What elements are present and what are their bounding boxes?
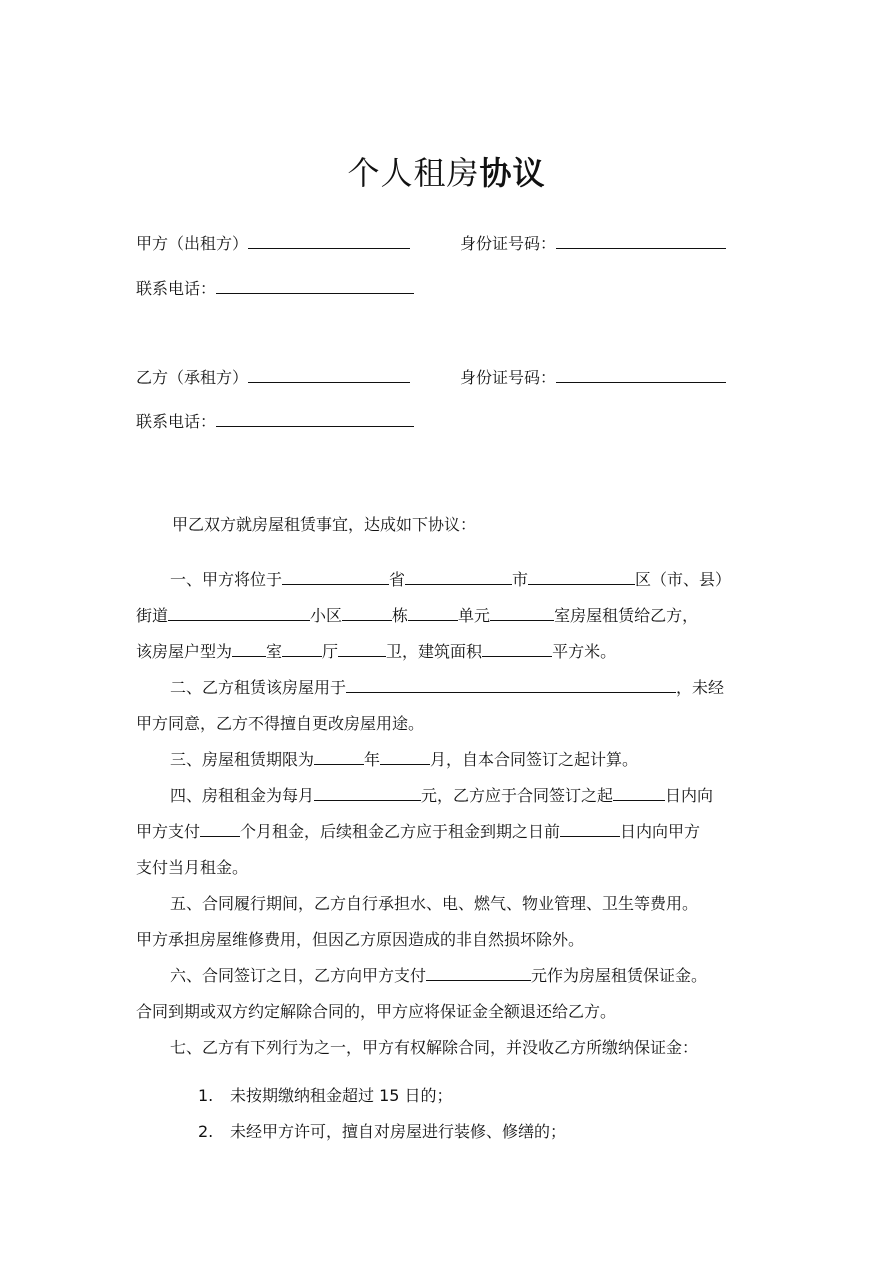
- lease-months-blank[interactable]: [380, 747, 430, 765]
- title-normal-part: 个人租房: [347, 154, 480, 192]
- clause1-text-5: 街道: [136, 606, 169, 625]
- monthly-rent-blank[interactable]: [314, 783, 421, 801]
- clause6-text-2: 元作为房屋租赁保证金。: [531, 966, 708, 985]
- party-b-phone-blank[interactable]: [216, 409, 414, 427]
- province-blank[interactable]: [282, 567, 389, 585]
- subsequent-days-blank[interactable]: [560, 819, 620, 837]
- clause3-text-1: 三、房屋租赁期限为: [170, 750, 315, 769]
- clause1-text-9: 室房屋租赁给乙方，: [554, 606, 699, 625]
- clause3-text-2: 年: [364, 750, 381, 769]
- city-blank[interactable]: [405, 567, 512, 585]
- clause6-text-1: 六、合同签订之日，乙方向甲方支付: [170, 966, 427, 985]
- clause-4: [136, 778, 758, 886]
- clause4-text-7: 支付当月租金。: [136, 858, 249, 877]
- clause-2: [136, 670, 758, 742]
- clause1-text-3: 市: [512, 570, 529, 589]
- party-b-id-label: 身份证号码：: [460, 368, 557, 387]
- street-blank[interactable]: [168, 603, 310, 621]
- title-bold-part: 协议: [479, 154, 546, 192]
- party-b-phone-line: [136, 409, 414, 432]
- list-item-text: 未按期缴纳租金超过 15 日的；: [230, 1086, 453, 1105]
- clause4-text-6: 日内向甲方: [620, 822, 701, 841]
- party-a-line: [136, 231, 410, 254]
- party-a-id-label: 身份证号码：: [460, 234, 557, 253]
- bathrooms-blank[interactable]: [338, 639, 386, 657]
- clause1-text-11: 室: [266, 642, 283, 661]
- usage-blank[interactable]: [346, 675, 676, 693]
- party-a-label: 甲方（出租方）: [136, 234, 249, 253]
- list-item: [198, 1083, 453, 1106]
- clause1-text-1: 一、甲方将位于: [170, 570, 283, 589]
- list-item-text: 未经甲方许可，擅自对房屋进行装修、修缮的；: [230, 1122, 567, 1141]
- intro-text: 甲乙双方就房屋租赁事宜，达成如下协议：: [172, 515, 477, 534]
- halls-blank[interactable]: [282, 639, 322, 657]
- party-a-phone-line: [136, 276, 414, 299]
- months-paid-blank[interactable]: [200, 819, 240, 837]
- intro-line: [172, 515, 476, 535]
- party-b-name-blank[interactable]: [248, 365, 410, 383]
- party-b-line: [136, 365, 410, 388]
- clause4-text-3: 日内向: [665, 786, 714, 805]
- list-number: 2.: [198, 1122, 214, 1141]
- clause2-text-3: 甲方同意，乙方不得擅自更改房屋用途。: [136, 714, 425, 733]
- rooms-blank[interactable]: [232, 639, 266, 657]
- deposit-blank[interactable]: [426, 963, 531, 981]
- clause1-text-14: 平方米。: [552, 642, 617, 661]
- clause1-text-8: 单元: [458, 606, 491, 625]
- clause1-text-12: 厅: [322, 642, 339, 661]
- clause-5: [136, 886, 758, 958]
- clause6-line-2: 合同到期或双方约定解除合同的，甲方应将保证金全额退还给乙方。: [136, 1002, 617, 1021]
- clause5-line-2: 甲方承担房屋维修费用，但因乙方原因造成的非自然损坏除外。: [136, 930, 585, 949]
- clause1-text-4: 区（市、县）: [635, 570, 732, 589]
- clause3-text-3: 月，自本合同签订之起计算。: [430, 750, 639, 769]
- party-a-name-blank[interactable]: [248, 231, 410, 249]
- clause4-text-1: 四、房租租金为每月: [170, 786, 315, 805]
- clause1-text-13: 卫，建筑面积: [386, 642, 483, 661]
- lease-years-blank[interactable]: [314, 747, 364, 765]
- clause-3: [136, 742, 758, 778]
- area-blank[interactable]: [482, 639, 552, 657]
- document-title: [0, 148, 893, 194]
- party-a-id-line: [460, 231, 726, 254]
- party-b-phone-label: 联系电话：: [136, 412, 217, 431]
- clause5-line-1: 五、合同履行期间，乙方自行承担水、电、燃气、物业管理、卫生等费用。: [170, 894, 699, 913]
- clause2-text-2: ，未经: [676, 678, 725, 697]
- party-b-id-line: [460, 365, 726, 388]
- list-number: 1.: [198, 1086, 214, 1105]
- clauses-body: [136, 562, 758, 1066]
- party-a-phone-blank[interactable]: [216, 276, 414, 294]
- clause-1: [136, 562, 758, 670]
- district-blank[interactable]: [528, 567, 635, 585]
- clause-6: [136, 958, 758, 1030]
- clause4-text-5: 个月租金，后续租金乙方应于租金到期之日前: [240, 822, 561, 841]
- clause7-text: 七、乙方有下列行为之一，甲方有权解除合同，并没收乙方所缴纳保证金：: [170, 1038, 699, 1057]
- party-b-label: 乙方（承租方）: [136, 368, 249, 387]
- clause1-text-10: 该房屋户型为: [136, 642, 233, 661]
- list-item: [198, 1119, 566, 1142]
- clause1-text-2: 省: [389, 570, 406, 589]
- clause-7: [136, 1030, 758, 1066]
- clause1-text-7: 栋: [392, 606, 409, 625]
- party-a-id-blank[interactable]: [556, 231, 726, 249]
- clause2-text-1: 二、乙方租赁该房屋用于: [170, 678, 347, 697]
- building-blank[interactable]: [342, 603, 392, 621]
- room-number-blank[interactable]: [490, 603, 554, 621]
- clause4-text-2: 元，乙方应于合同签订之起: [421, 786, 614, 805]
- unit-blank[interactable]: [408, 603, 458, 621]
- party-a-phone-label: 联系电话：: [136, 279, 217, 298]
- first-payment-days-blank[interactable]: [613, 783, 665, 801]
- party-b-id-blank[interactable]: [556, 365, 726, 383]
- clause1-text-6: 小区: [310, 606, 343, 625]
- clause4-text-4: 甲方支付: [136, 822, 201, 841]
